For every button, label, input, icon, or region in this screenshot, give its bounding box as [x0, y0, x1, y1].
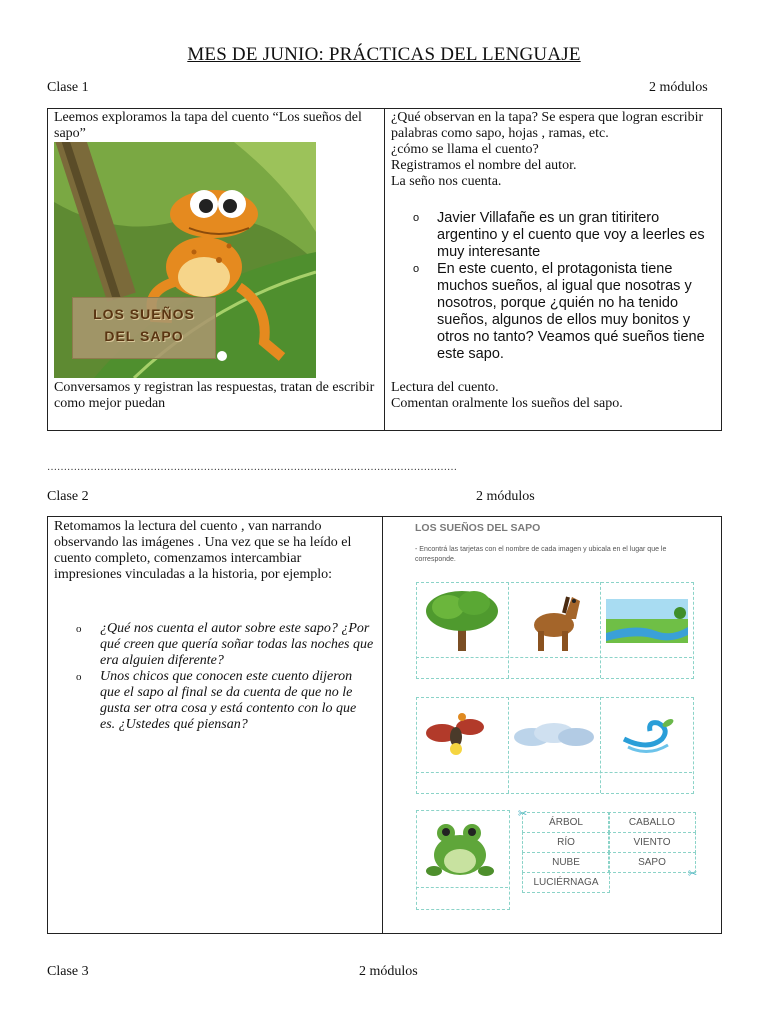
list-item: o Javier Villafañe es un gran titiritero argentino y el cuento que voy a leerles es muy interesante	[413, 210, 705, 260]
word-card[interactable]: LUCIÉRNAGA	[522, 872, 610, 893]
scissors-icon: ✂	[688, 868, 698, 880]
clase1-label: Clase 1	[47, 80, 89, 95]
word-card[interactable]: VIENTO	[608, 832, 696, 853]
clase1-bullet-list	[391, 210, 711, 363]
wind-image	[618, 709, 676, 759]
clase1-comment: Comentan oralmente los sueños del sapo.	[391, 396, 623, 411]
tree-image	[422, 587, 504, 653]
firefly-image	[424, 707, 490, 759]
book-cover-image	[54, 142, 316, 378]
worksheet-image	[404, 517, 714, 922]
river-image	[606, 599, 688, 643]
list-item: o Unos chicos que conocen este cuento dijeron que el sapo al final se da cuenta de que no le gusta ser otra cosa y está contento con lo que es. ¿Ustedes qué piensan?	[76, 669, 357, 732]
word-card[interactable]: RÍO	[522, 832, 610, 853]
clase1-divider	[384, 108, 385, 430]
cover-title-block	[72, 297, 216, 359]
clase1-right-bottom	[391, 380, 716, 412]
clase1-modules: 2 módulos	[649, 80, 708, 95]
clase1-right-line-2: ¿cómo se llama el cuento?	[391, 142, 539, 157]
frog-image	[426, 817, 496, 879]
word-card[interactable]: SAPO	[608, 852, 696, 873]
cover-title-line1: LOS SUEÑOS	[93, 306, 195, 322]
clase2-label: Clase 2	[47, 489, 89, 504]
clase2-modules: 2 módulos	[476, 489, 535, 504]
clase1-right-line-4: La seño nos cuenta.	[391, 174, 502, 189]
page-title: MES DE JUNIO: PRÁCTICAS DEL LENGUAJE	[187, 44, 581, 65]
worksheet-title: LOS SUEÑOS DEL SAPO	[415, 522, 541, 534]
worksheet-instruction: - Encontrá las tarjetas con el nombre de cada imagen y ubicala en el lugar que le corresponde.	[415, 546, 667, 563]
word-card[interactable]: ÁRBOL	[522, 812, 610, 833]
clase1-reading: Lectura del cuento.	[391, 380, 499, 395]
dotted-separator: ……………………………………………………………………………………………………………	[47, 462, 457, 473]
cloud-image	[512, 717, 596, 751]
clase2-intro: Retomamos la lectura del cuento , van narrando observando las imágenes . Una vez que se ha leído el cuento completo, comenzamos intercambiar impresiones vinculadas a la historia, por ejemplo:	[54, 519, 352, 582]
horse-image	[526, 589, 582, 653]
clase1-left-bottom: Conversamos y registran las respuestas, tratan de escribir como mejor puedan	[54, 380, 375, 411]
clase1-left-top: Leemos exploramos la tapa del cuento “Los sueños del sapo”	[54, 110, 362, 141]
clase3-modules: 2 módulos	[359, 964, 418, 979]
word-card[interactable]: CABALLO	[608, 812, 696, 833]
clase1-right-line-1: ¿Qué observan en la tapa? Se espera que logran escribir palabras como sapo, hojas , ramas, etc.	[391, 110, 704, 141]
clase2-bullet-list	[54, 621, 374, 733]
clase1-right-intro	[391, 110, 716, 190]
clase2-divider	[382, 516, 383, 933]
word-card[interactable]: NUBE	[522, 852, 610, 873]
clase1-right-line-3: Registramos el nombre del autor.	[391, 158, 577, 173]
scissors-icon: ✂	[518, 808, 528, 820]
cover-title-line2: DEL SAPO	[104, 328, 184, 344]
clase3-label: Clase 3	[47, 964, 89, 979]
list-item: o En este cuento, el protagonista tiene muchos sueños, al igual que nosotras y nosotros, porque ¿quién no ha tenido sueños, algunos de ellos muy bonitos y otros no tanto? Veamos qué sueños tiene este sapo.	[413, 261, 705, 362]
list-item: o ¿Qué nos cuenta el autor sobre este sapo? ¿Por qué creen que quería soñar todas las noches que era alguien diferente?	[76, 621, 374, 668]
